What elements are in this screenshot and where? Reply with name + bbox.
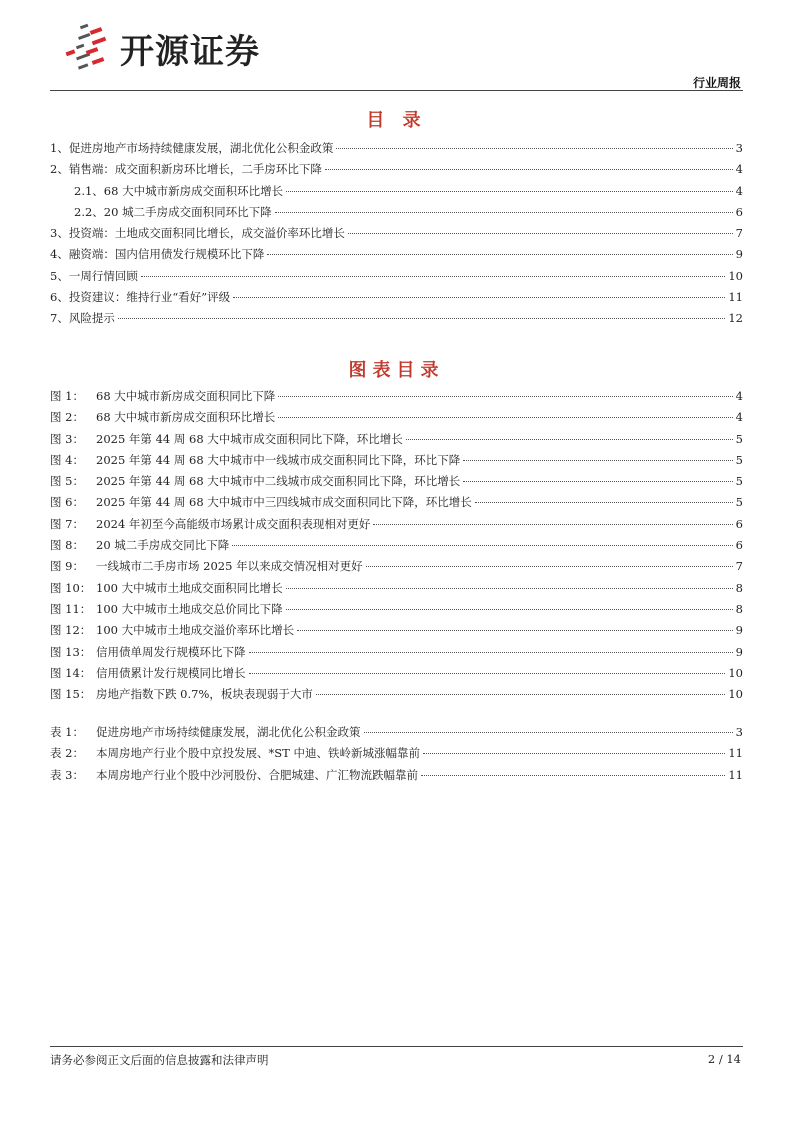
entry-text: 7、风险提示 — [50, 311, 115, 326]
toc-entry[interactable] — [50, 516, 743, 537]
entry-text: 6、投资建议：维持行业“看好”评级 — [50, 290, 231, 305]
entry-page-number: 5 — [735, 474, 743, 489]
entry-page-number: 5 — [735, 495, 743, 510]
entry-number: 表 2： — [50, 746, 84, 761]
dot-leader — [249, 652, 733, 653]
dot-leader — [463, 460, 732, 461]
entry-page-number: 8 — [735, 601, 743, 616]
entry-page-number: 6 — [735, 538, 743, 553]
dot-leader — [316, 694, 725, 695]
entry-number: 图 13： — [50, 644, 92, 659]
dot-leader — [297, 630, 733, 631]
toc-entry[interactable] — [50, 140, 743, 161]
entry-text: 68 大中城市新房成交面积同比下降 — [96, 389, 276, 403]
entry-text: 房地产指数下跌 0.7%，板块表现弱于大市 — [96, 687, 313, 702]
entry-page-number: 9 — [735, 644, 743, 659]
entry-label — [50, 580, 283, 596]
entry-text: 促进房地产市场持续健康发展，湖北优化公积金政策 — [96, 725, 361, 739]
toc-entry[interactable] — [50, 767, 743, 788]
entry-page-number: 10 — [728, 687, 743, 702]
toc-entry[interactable] — [50, 601, 743, 622]
page-indicator: 2 / 14 — [707, 1052, 741, 1066]
entry-number: 图 3： — [50, 431, 84, 446]
toc-entry[interactable] — [50, 268, 743, 289]
dot-leader — [348, 233, 733, 234]
dot-leader — [373, 524, 732, 525]
footer-divider — [50, 1046, 743, 1047]
entry-page-number: 12 — [728, 311, 743, 326]
entry-number: 图 10： — [50, 580, 92, 595]
entry-page-number: 11 — [728, 290, 743, 305]
entry-page-number: 4 — [735, 410, 743, 425]
dot-leader — [421, 775, 725, 776]
entry-label — [50, 494, 472, 510]
entry-number: 图 11： — [50, 601, 92, 616]
toc-entry[interactable] — [50, 622, 743, 643]
entry-page-number: 5 — [735, 431, 743, 446]
dot-leader — [286, 191, 733, 192]
toc-entry[interactable] — [50, 204, 743, 225]
header-divider — [50, 90, 743, 91]
figures-title: 图表目录 — [348, 360, 445, 381]
entry-text: 5、一周行情回顾 — [50, 268, 138, 283]
entry-text: 信用债单周发行规模环比下降 — [96, 644, 246, 659]
dot-leader — [249, 673, 726, 674]
entry-page-number: 3 — [735, 141, 743, 155]
entry-label — [50, 767, 418, 783]
entry-label — [74, 183, 283, 199]
entry-page-number: 4 — [735, 162, 743, 177]
entry-label — [50, 537, 229, 553]
toc-entry[interactable] — [50, 388, 743, 409]
entry-label — [50, 665, 246, 681]
entry-label — [50, 246, 264, 262]
entry-text: 3、投资端：土地成交面积同比增长，成交溢价率环比增长 — [50, 226, 345, 241]
toc-entry[interactable] — [50, 558, 743, 579]
dot-leader — [286, 588, 733, 589]
toc-entry[interactable] — [50, 246, 743, 267]
entry-number: 表 1： — [50, 725, 84, 739]
entry-label — [50, 473, 460, 489]
entry-label — [50, 268, 138, 284]
entry-number: 图 2： — [50, 410, 84, 425]
dot-leader — [233, 297, 725, 298]
entry-page-number: 3 — [735, 725, 743, 739]
entry-label — [50, 558, 363, 574]
toc-entry[interactable] — [50, 225, 743, 246]
entry-label — [50, 161, 322, 177]
entry-label — [50, 388, 275, 404]
toc-entry[interactable] — [50, 745, 743, 766]
entry-label — [50, 289, 230, 305]
entry-label — [50, 686, 313, 702]
entry-label — [50, 452, 460, 468]
entry-text: 2、销售端：成交面积新房环比增长，二手房环比下降 — [50, 162, 322, 177]
entry-page-number: 10 — [728, 665, 743, 680]
entry-number: 图 1： — [50, 389, 84, 403]
toc-entry[interactable] — [50, 580, 743, 601]
entry-text: 1、促进房地产市场持续健康发展，湖北优化公积金政策 — [50, 141, 334, 155]
toc-entry[interactable] — [50, 452, 743, 473]
entry-text: 本周房地产行业个股中沙河股份、合肥城建、广汇物流跌幅靠前 — [96, 767, 418, 782]
report-type-label: 行业周报 — [692, 76, 741, 90]
toc-entry[interactable] — [50, 431, 743, 452]
toc-entry[interactable] — [50, 665, 743, 686]
entry-number: 图 5： — [50, 474, 84, 489]
dot-leader — [278, 396, 732, 397]
entry-label — [50, 431, 403, 447]
entry-text: 2025 年第 44 周 68 大中城市中二线城市成交面积同比下降，环比增长 — [96, 474, 461, 489]
entry-text: 100 大中城市土地成交溢价率环比增长 — [96, 623, 295, 638]
entry-text: 2025 年第 44 周 68 大中城市中三四线城市成交面积同比下降，环比增长 — [96, 495, 472, 510]
entry-text: 100 大中城市土地成交总价同比下降 — [96, 601, 283, 616]
brand-name: 开源证券 — [120, 31, 260, 72]
entry-number: 图 12： — [50, 623, 92, 638]
entry-number: 图 9： — [50, 559, 84, 574]
toc-entry[interactable] — [50, 494, 743, 515]
entry-label — [74, 204, 272, 220]
entry-number: 图 14： — [50, 665, 92, 680]
dot-leader — [325, 169, 733, 170]
dot-leader — [267, 254, 732, 255]
dot-leader — [275, 212, 733, 213]
entry-page-number: 5 — [735, 452, 743, 467]
toc-entry[interactable] — [50, 310, 743, 331]
entry-label — [50, 622, 294, 638]
entry-label — [50, 724, 361, 740]
entry-number: 图 8： — [50, 538, 84, 553]
entry-page-number: 9 — [735, 247, 743, 262]
entry-page-number: 4 — [735, 389, 743, 403]
toc-title: 目 录 — [366, 110, 427, 131]
dot-leader — [118, 318, 726, 319]
entry-label — [50, 310, 115, 326]
entry-label — [50, 745, 420, 761]
entry-label — [50, 516, 370, 532]
entry-page-number: 11 — [728, 746, 743, 761]
toc-entry[interactable] — [50, 686, 743, 707]
entry-text: 2025 年第 44 周 68 大中城市中一线城市成交面积同比下降，环比下降 — [96, 452, 461, 467]
entry-text: 2.1、68 大中城市新房成交面积环比增长 — [74, 183, 284, 198]
entry-text: 68 大中城市新房成交面积环比增长 — [96, 410, 276, 425]
entry-text: 20 城二手房成交同比下降 — [96, 538, 230, 553]
entry-text: 信用债累计发行规模同比增长 — [96, 665, 246, 680]
entry-page-number: 4 — [735, 183, 743, 198]
entry-label — [50, 140, 333, 156]
entry-number: 图 15： — [50, 687, 92, 702]
toc-entry[interactable] — [50, 724, 743, 745]
entry-page-number: 8 — [735, 580, 743, 595]
entry-text: 2025 年第 44 周 68 大中城市成交面积同比下降，环比增长 — [96, 431, 403, 446]
toc-entry[interactable] — [50, 409, 743, 430]
toc-entry[interactable] — [50, 161, 743, 182]
entry-text: 2.2、20 城二手房成交面积同环比下降 — [74, 204, 272, 219]
footer-disclaimer: 请务必参阅正文后面的信息披露和法律声明 — [50, 1053, 269, 1067]
entry-label — [50, 644, 246, 660]
dot-leader — [141, 276, 726, 277]
dot-leader — [475, 502, 733, 503]
entry-number: 图 7： — [50, 516, 84, 531]
dot-leader — [278, 417, 732, 418]
entry-text: 100 大中城市土地成交面积同比增长 — [96, 580, 283, 595]
entry-number: 图 4： — [50, 452, 84, 467]
entry-page-number: 7 — [735, 226, 743, 241]
entry-label — [50, 601, 283, 617]
entry-page-number: 6 — [735, 516, 743, 531]
page-header — [0, 0, 793, 90]
toc-entry[interactable] — [50, 473, 743, 494]
dot-leader — [232, 545, 732, 546]
brand-logo — [62, 20, 260, 76]
entry-text: 本周房地产行业个股中京投发展、*ST 中迪、铁岭新城涨幅靠前 — [96, 746, 420, 761]
toc-entry[interactable] — [50, 644, 743, 665]
toc-entry[interactable] — [50, 289, 743, 310]
dot-leader — [364, 732, 733, 733]
entry-page-number: 11 — [728, 767, 743, 782]
dot-leader — [423, 753, 725, 754]
dot-leader — [463, 481, 732, 482]
table-list — [50, 724, 743, 788]
entry-page-number: 9 — [735, 623, 743, 638]
dot-leader — [286, 609, 733, 610]
figure-list — [50, 388, 743, 707]
entry-number: 表 3： — [50, 767, 84, 782]
dot-leader — [336, 148, 732, 149]
entry-text: 一线城市二手房市场 2025 年以来成交情况相对更好 — [96, 559, 363, 574]
toc-entry[interactable] — [50, 183, 743, 204]
toc-list — [50, 140, 743, 332]
entry-label — [50, 225, 345, 241]
entry-text: 4、融资端：国内信用债发行规模环比下降 — [50, 247, 265, 262]
entry-number: 图 6： — [50, 495, 84, 510]
entry-label — [50, 409, 275, 425]
logo-mark-icon — [62, 21, 110, 75]
dot-leader — [366, 566, 733, 567]
entry-text: 2024 年初至今高能级市场累计成交面积表现相对更好 — [96, 516, 371, 531]
entry-page-number: 10 — [728, 268, 743, 283]
entry-page-number: 6 — [735, 204, 743, 219]
dot-leader — [406, 439, 733, 440]
toc-entry[interactable] — [50, 537, 743, 558]
entry-page-number: 7 — [735, 559, 743, 574]
